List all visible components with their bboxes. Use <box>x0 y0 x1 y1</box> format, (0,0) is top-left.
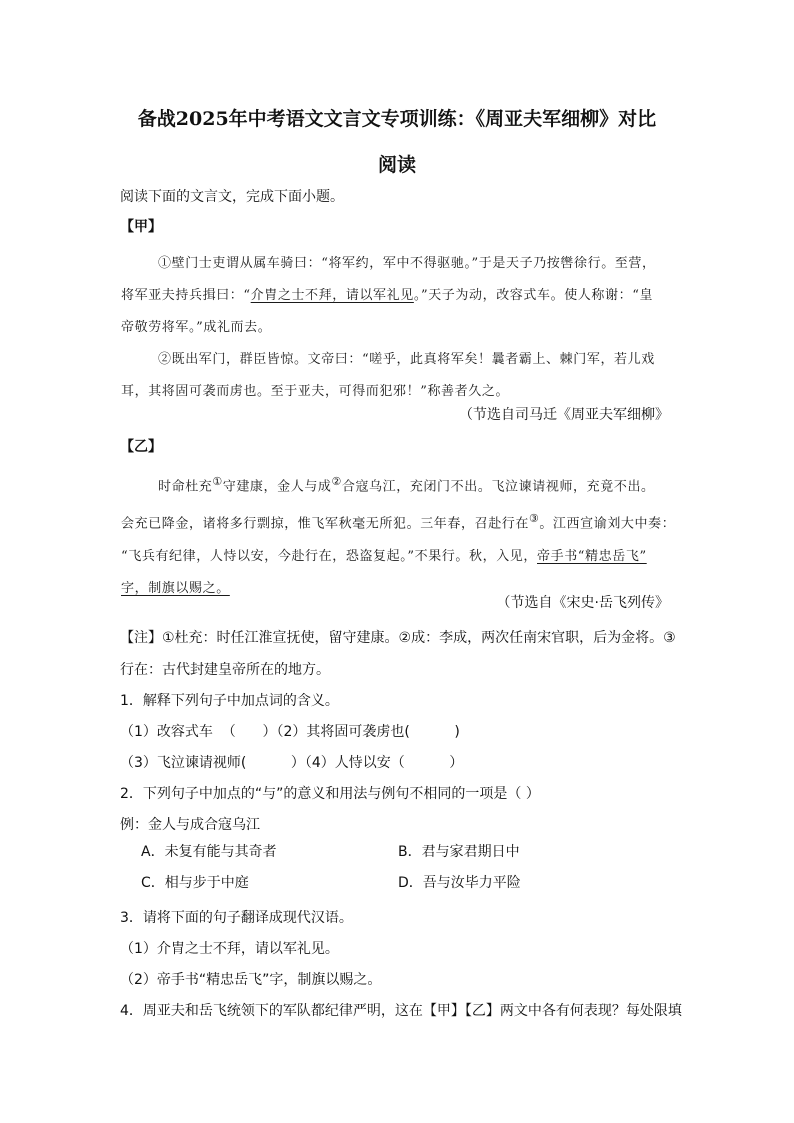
jia-p1-line2-start: 将军亚夫持兵揖曰：“ <box>121 288 251 303</box>
yi-passage <box>121 466 678 605</box>
jia-underlined-sentence: 介胄之士不拜，请以军礼见 <box>250 288 414 303</box>
title-line-2: 阅读 <box>377 154 416 176</box>
notes-line-1: 【注】①杜充：时任江淮宣抚使，留守建康。②成：李成，两次任南宋官职，后为金将。③ <box>120 630 676 646</box>
option-c: C．相与步于中庭 <box>141 875 249 891</box>
yi-line3 <box>121 541 678 573</box>
title-line-1: 备战2025年中考语文文言文专项训练：《周亚夫军细柳》对比 <box>137 108 657 130</box>
yi-line2-a: 会充已降金，诸将多行剽掠，惟飞军秋毫无所犯。三年春，召赴行在 <box>121 516 530 532</box>
question-1-items-b: （3）飞泣谏请视师( ）（4）人恃以安（ ） <box>120 755 464 771</box>
notes-line-2: 行在：古代封建皇帝所在的地方。 <box>120 662 330 678</box>
yi-line2 <box>121 503 678 540</box>
yi-underlined-end: 字，制旗以赐之。 <box>121 580 230 596</box>
jia-p2-line2: 耳，其将固可袭而虏也。至于亚夫，可得而犯邪！”称善者久之。 <box>121 384 510 399</box>
question-1: 1．解释下列句子中加点词的含义。 <box>120 693 339 709</box>
jia-source: （节选自司马迁《周亚夫军细柳》 <box>459 407 669 423</box>
note-marker-2: ② <box>331 475 342 488</box>
jia-passage <box>121 248 678 408</box>
document-title <box>110 96 684 188</box>
question-2-example: 例：金人与成合寇乌江 <box>120 817 260 833</box>
yi-line3-a: “飞兵有纪律，人恃以安，今赴行在，恐盗复起。”不果行。秋，入见， <box>121 548 537 564</box>
jia-header: 【甲】 <box>120 219 162 235</box>
yi-line1-a: 时命杜充 <box>158 479 213 495</box>
jia-p1-line1: ①壁门士吏谓从属车骑曰：“将军约，军中不得驱驰。”于是天子乃按辔徐行。至营， <box>158 256 656 271</box>
questions-cont <box>120 903 680 1027</box>
jia-p1-line2-end: 。”天子为动，改容式车。使人称谢：“皇 <box>413 288 654 303</box>
note-marker-3: ③ <box>529 512 540 526</box>
note-marker-1: ① <box>212 475 223 488</box>
yi-source: （节选自《宋史·岳飞列传》 <box>496 595 669 611</box>
jia-p2-line1: ②既出军门，群臣皆惊。文帝曰：“嗟乎，此真将军矣！曩者霸上、棘门军，若儿戏 <box>158 352 655 367</box>
yi-line1 <box>158 466 678 503</box>
notes <box>120 622 680 686</box>
questions <box>120 686 680 841</box>
yi-line1-c: 合寇乌江，充闭门不出。飞泣谏请视师，充竟不出。 <box>341 479 655 495</box>
question-2: 2．下列句子中加点的“与”的意义和用法与例句不相同的一项是（ ） <box>120 786 540 802</box>
jia-p1-line2 <box>121 280 678 312</box>
option-d: D．吾与汝毕力平险 <box>398 875 521 891</box>
question-1-items-a: （1）改容式车 （ ）（2）其将固可袭虏也( ) <box>120 724 460 740</box>
question-4: 4．周亚夫和岳飞统领下的军队都纪律严明，这在【甲】【乙】两文中各有何表现？每处限填 <box>120 1003 682 1019</box>
yi-header: 【乙】 <box>120 439 162 455</box>
yi-underlined-start: 帝手书“精忠岳飞” <box>537 548 647 564</box>
yi-line1-b: 守建康，金人与成 <box>222 479 332 495</box>
question-3-sentence-1: （1）介胄之士不拜，请以军礼见。 <box>120 941 339 957</box>
option-b: B．君与家君期日中 <box>398 844 520 860</box>
jia-p1-line3: 帝敬劳将军。”成礼而去。 <box>121 320 272 335</box>
question-3: 3．请将下面的句子翻译成现代汉语。 <box>120 910 353 926</box>
yi-line2-b: 。江西宣谕刘大中奏： <box>539 516 676 532</box>
question-3-sentence-2: （2）帝手书“精忠岳飞”字，制旗以赐之。 <box>120 972 382 988</box>
option-a: A．未复有能与其奇者 <box>141 844 277 860</box>
instruction: 阅读下面的文言文，完成下面小题。 <box>120 189 344 205</box>
